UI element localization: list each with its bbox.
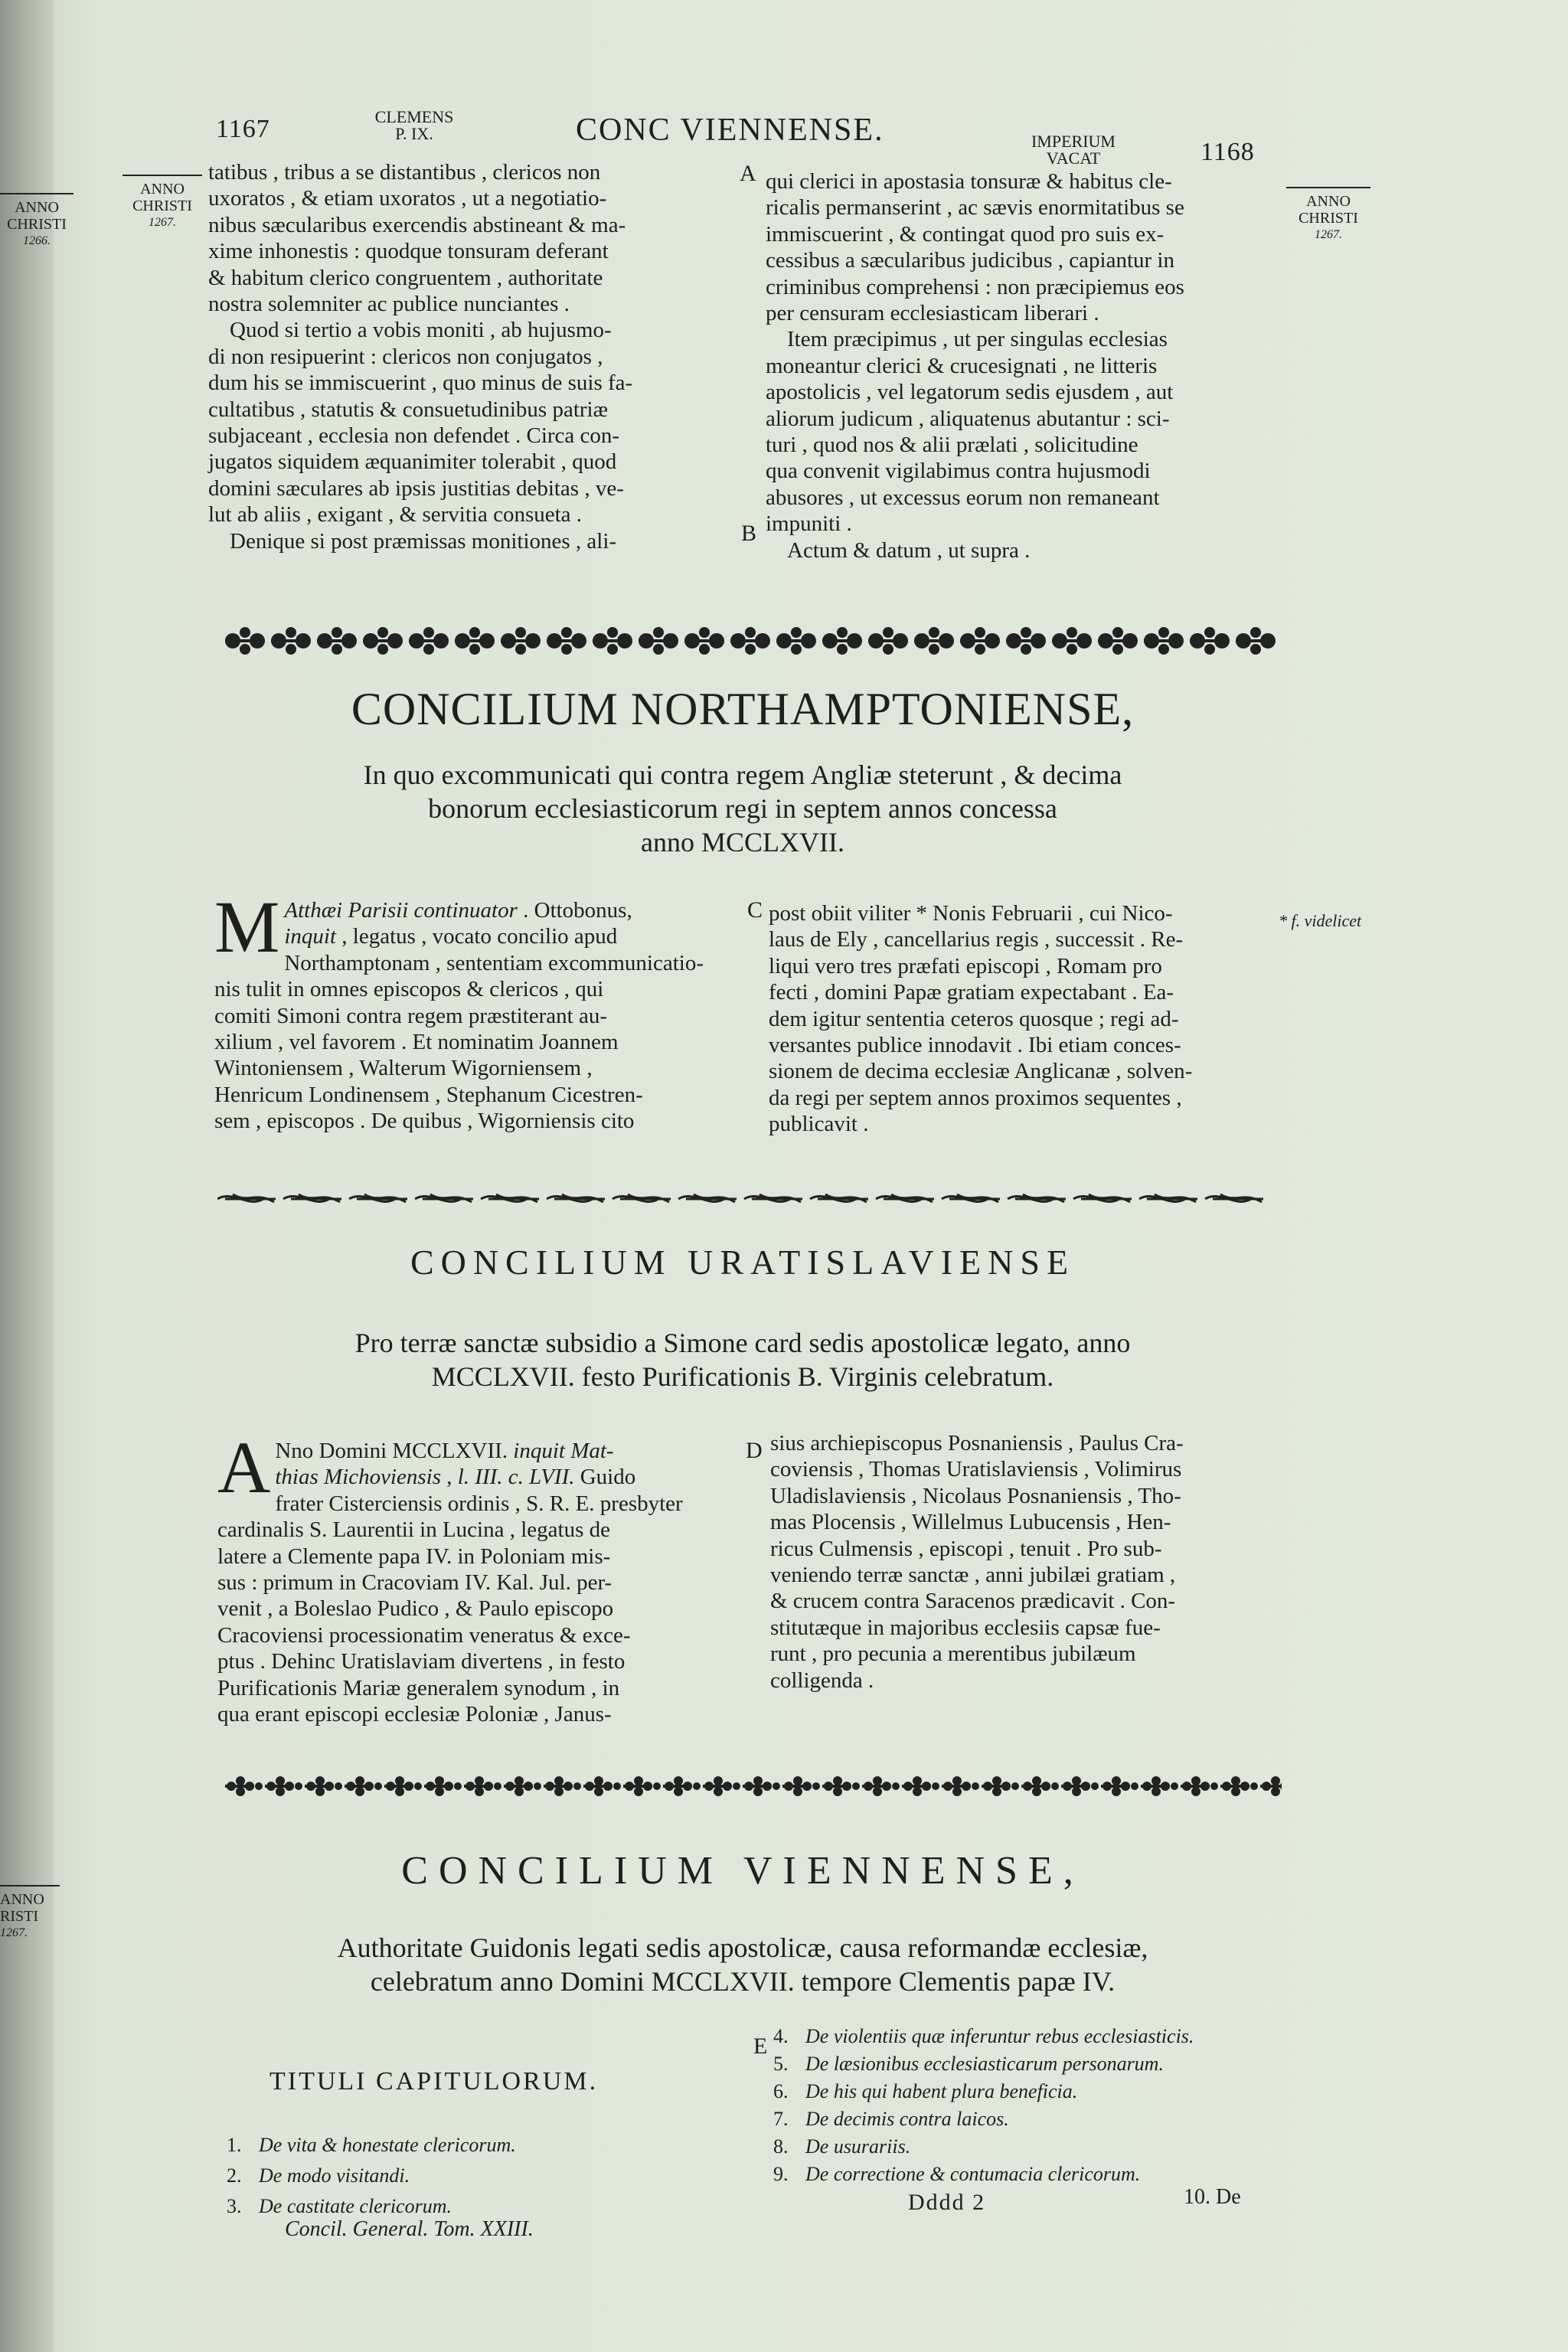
fleuron-glyph xyxy=(1220,1776,1258,1796)
fleuron-glyph xyxy=(703,1776,740,1796)
toc-text: De læsionibus ecclesiasticarum personarum. xyxy=(805,2053,1164,2075)
text-line: qui clerici in apostasia tonsuræ & habitus cle- xyxy=(766,169,1172,194)
fleuron-glyph xyxy=(868,627,908,655)
text-line: sionem de decima ecclesiæ Anglicanæ , solven- xyxy=(769,1059,1193,1084)
fleuron-glyph xyxy=(782,1776,820,1796)
uratislav-left-column xyxy=(217,1426,744,1727)
fleuron-glyph xyxy=(504,1776,541,1796)
subtitle-line: anno MCCLXVII. xyxy=(641,827,844,858)
margin-text: 1267. xyxy=(1315,228,1342,241)
text-line: aliorum judicum , aliquatenus abutantur : sci- xyxy=(766,406,1170,431)
margin-note-left-inner xyxy=(122,175,202,231)
text-line: turi , quod nos & alii prælati , solicitudine xyxy=(766,433,1138,458)
fleuron-glyph xyxy=(822,627,862,655)
chain-link xyxy=(876,1194,934,1202)
text-line: Uladislaviensis , Nicolaus Posnaniensis , Tho- xyxy=(770,1483,1181,1508)
margin-text: 1266. xyxy=(23,234,51,247)
northampton-left-column xyxy=(214,886,743,1135)
fleuron-glyph xyxy=(743,1776,780,1796)
author-reference: inquit Mat- xyxy=(513,1439,614,1463)
toc-item xyxy=(773,2023,1309,2050)
text-line: abusores , ut excessus eorum non remaneant xyxy=(766,485,1160,510)
text-line: Guido xyxy=(574,1465,636,1490)
text-line: Item præcipimus , ut per singulas ecclesias xyxy=(787,327,1168,352)
fleuron-glyph xyxy=(982,1776,1019,1796)
text-line: Cracoviensi processionatim veneratus & exce- xyxy=(217,1622,631,1648)
fleuron-glyph xyxy=(544,1776,581,1796)
text-line: comiti Simoni contra regem præstiterant au- xyxy=(214,1003,608,1028)
text-line: latere a Clemente papa IV. in Poloniam mis- xyxy=(217,1544,611,1569)
chain-link xyxy=(415,1194,473,1202)
text-line: da regi per septem annos proximos sequentes , xyxy=(769,1085,1182,1110)
margin-text: CHRISTI xyxy=(132,198,192,214)
fleuron-glyph xyxy=(424,1776,462,1796)
margin-note-right xyxy=(1286,187,1370,243)
toc-number: 1. xyxy=(227,2134,242,2156)
title-northampton: CONCILIUM NORTHAMPTONIENSE, xyxy=(351,684,1135,734)
text-line: dem igitur sententia ceteros quosque ; regi ad- xyxy=(769,1006,1179,1031)
subtitle-line: celebratum anno Domini MCCLXVII. tempore Clementis papæ IV. xyxy=(370,1966,1116,1997)
running-head-title: CONC VIENNENSE. xyxy=(576,113,884,148)
fleuron-glyph xyxy=(1052,627,1092,655)
subtitle-line: In quo excommunicati qui contra regem Angliæ steterunt , & decima xyxy=(363,760,1122,790)
text-line: moneantur clerici & crucesignati , ne litteris xyxy=(766,353,1158,378)
margin-text: 1267. xyxy=(0,1926,28,1939)
footer-sheet-mark: Dddd 2 xyxy=(908,2190,986,2215)
text-line: Northamptonam , sententiam excommunicatio- xyxy=(284,950,704,975)
text-line: frater Cisterciensis ordinis , S. R. E. presbyter xyxy=(275,1491,683,1516)
toc-text: De decimis contra laicos. xyxy=(805,2108,1009,2130)
inquit: inquit xyxy=(284,924,337,949)
imperium-line1: IMPERIUM xyxy=(1031,132,1116,151)
chain-rule-ornament xyxy=(217,1190,1274,1208)
section-letter-c: C xyxy=(747,897,763,923)
text-line: fecti , domini Papæ gratiam expectabant . Ea- xyxy=(769,980,1174,1005)
section-letter-d: D xyxy=(746,1438,763,1463)
text-line: coviensis , Thomas Uratislaviensis , Volimirus xyxy=(770,1457,1182,1482)
dropcap-m: M xyxy=(214,886,280,968)
fleuron-glyph xyxy=(547,627,586,655)
fleuron-glyph xyxy=(271,627,311,655)
margin-text: ANNO xyxy=(0,1891,44,1908)
text-line: Wintoniensem , Walterum Wigorniensem , xyxy=(214,1056,593,1081)
text-line: versantes publice innodavit . Ibi etiam conces- xyxy=(769,1033,1181,1058)
text-line: domini sæculares ab ipsis justitias debitas , ve- xyxy=(208,475,624,501)
text-line: nis tulit in omnes episcopos & clericos , qui xyxy=(214,977,604,1002)
toc-text: De violentiis quæ inferuntur rebus ecclesiasticis. xyxy=(805,2025,1194,2047)
text-line: xime inhonestis : quodque tonsuram deferant xyxy=(208,239,609,264)
pope-line2: P. IX. xyxy=(395,124,433,143)
chain-link xyxy=(283,1194,341,1202)
toc-number: 7. xyxy=(773,2108,789,2130)
text-line: ricus Culmensis , episcopi , tenuit . Pro sub- xyxy=(770,1536,1162,1561)
text-line: tatibus , tribus a se distantibus , clericos non xyxy=(208,160,601,185)
toc-number: 6. xyxy=(773,2080,789,2102)
fleuron-glyph xyxy=(960,627,1000,655)
text-line: veniendo terræ sanctæ , anni jubilæi gratiam , xyxy=(770,1563,1176,1588)
text-line: Henricum Londinensem , Stephanum Cicestren- xyxy=(214,1082,643,1107)
text-line: impuniti . xyxy=(766,511,852,537)
text-line: liqui vero tres præfati episcopi , Romam pro xyxy=(769,953,1162,978)
toc-number: 5. xyxy=(773,2053,789,2075)
text-line: lut ab aliis , exigant , & servitia consueta . xyxy=(208,502,583,528)
toc-number: 3. xyxy=(227,2195,242,2217)
toc-item xyxy=(227,2161,701,2191)
chain-link xyxy=(810,1194,868,1202)
fleuron-glyph xyxy=(730,627,770,655)
top-right-column xyxy=(766,168,1271,564)
fleuron-glyph xyxy=(862,1776,900,1796)
fleuron-glyph xyxy=(317,627,357,655)
fleuron-glyph xyxy=(1101,1776,1138,1796)
text-line: jugatos siquidem æquanimiter tolerabit , quod xyxy=(208,449,617,475)
fleuron-glyph xyxy=(623,1776,661,1796)
chain-link xyxy=(1073,1194,1132,1202)
text-line: dum his se immiscuerint , quo minus de suis fa- xyxy=(208,371,633,396)
fleuron-glyph xyxy=(1006,627,1046,655)
text-line: ricalis permanserint , ac sævis enormitatibus se xyxy=(766,195,1184,220)
margin-text: RISTI xyxy=(0,1908,38,1925)
margin-note-far-left-bottom xyxy=(0,1885,60,1942)
fleuron-glyph xyxy=(1061,1776,1099,1796)
footer-catchword: 10. De xyxy=(1184,2185,1241,2209)
fleuron-glyph xyxy=(639,627,678,655)
northampton-right-column xyxy=(769,900,1274,1138)
fleuron-glyph xyxy=(1098,627,1138,655)
subtitle-viennense xyxy=(207,1931,1279,1998)
text-line: . Ottobonus, xyxy=(517,898,632,923)
text-line: publicavit . xyxy=(769,1112,869,1137)
text-line: nibus sæcularibus exercendis abstineant & ma- xyxy=(208,212,626,237)
fleuron-glyph xyxy=(225,627,265,655)
fleuron-glyph xyxy=(914,627,954,655)
chain-link xyxy=(547,1194,605,1202)
chain-link xyxy=(942,1194,1000,1202)
text-line: apostolicis , vel legatorum sedis ejusdem , aut xyxy=(766,380,1174,405)
toc-item xyxy=(773,2050,1309,2078)
toc-item xyxy=(773,2078,1309,2105)
chain-link xyxy=(678,1194,737,1202)
fleuron-glyph xyxy=(776,627,816,655)
fleuron-glyph xyxy=(902,1776,939,1796)
text-line: subjaceant , ecclesia non defendet . Circa con- xyxy=(208,423,620,449)
imperium-line2: VACAT xyxy=(1046,149,1101,168)
chain-link xyxy=(1008,1194,1066,1202)
text-line: uxoratos , & etiam uxoratos , ut a negotiatio- xyxy=(208,186,607,211)
fleuron-glyph xyxy=(1181,1776,1218,1796)
text-line: qua erant episcopi ecclesiæ Poloniæ , Janus- xyxy=(217,1702,612,1727)
margin-text: CHRISTI xyxy=(1298,210,1358,227)
text-line: criminibus comprehensi : non præcipiemus eos xyxy=(766,274,1184,299)
fleuron-glyph xyxy=(464,1776,501,1796)
text-line: & crucem contra Saracenos prædicavit . Con- xyxy=(770,1589,1176,1614)
subtitle-line: Pro terræ sanctæ subsidio a Simone card sedis apostolicæ legato, anno xyxy=(354,1328,1131,1358)
dropcap-a: A xyxy=(217,1426,271,1508)
author-reference: Atthæi Parisii continuator xyxy=(284,898,518,923)
fleuron-glyph xyxy=(593,627,632,655)
toc-text: De usurariis. xyxy=(805,2135,911,2158)
text-line: & habitum clerico congruentem , authoritate xyxy=(208,265,603,290)
fleuron-glyph xyxy=(305,1776,342,1796)
chain-link xyxy=(349,1194,407,1202)
text-line: venit , a Boleslao Pudico , & Paulo episcopo xyxy=(217,1596,614,1622)
fleuron-glyph xyxy=(942,1776,979,1796)
fleuron-ornament-band xyxy=(217,622,1282,660)
fleuron-glyph xyxy=(1236,627,1276,655)
running-head-imperium xyxy=(1004,133,1142,167)
text-line: di non resipuerint : clericos non conjugatos , xyxy=(208,344,603,369)
toc-text: De modo visitandi. xyxy=(259,2164,410,2187)
margin-note-videlicet: * f. videlicet xyxy=(1279,911,1362,930)
margin-text: ANNO xyxy=(1306,193,1351,210)
fleuron-glyph xyxy=(384,1776,422,1796)
fleuron-glyph xyxy=(1141,1776,1178,1796)
margin-note-far-left-top xyxy=(0,193,74,250)
fleuron-glyph xyxy=(1260,1776,1282,1796)
chain-link xyxy=(217,1194,276,1202)
section-letter-e: E xyxy=(753,2034,768,2059)
uratislav-right-column xyxy=(770,1430,1276,1694)
margin-text: ANNO xyxy=(15,199,59,216)
subtitle-uratislaviense xyxy=(207,1326,1279,1393)
text-line: Denique si post præmissas monitiones , ali- xyxy=(230,528,617,554)
text-line: cultatibus , statutis & consuetudinibus patriæ xyxy=(208,397,608,422)
top-left-column xyxy=(208,159,738,554)
text-line: runt , pro pecunia a merentibus jubilæum xyxy=(770,1642,1136,1667)
toc-text: De correctione & contumacia clericorum. xyxy=(805,2163,1141,2185)
text-line: xilium , vel favorem . Et nominatim Joannem xyxy=(214,1030,619,1055)
vine-ornament-band xyxy=(217,1767,1282,1805)
toc-heading: TITULI CAPITULORUM. xyxy=(270,2067,599,2096)
section-letter-a: A xyxy=(740,161,756,186)
chain-link xyxy=(1139,1194,1197,1202)
fleuron-glyph xyxy=(583,1776,621,1796)
text-line: per censuram ecclesiasticam liberari . xyxy=(766,301,1099,326)
toc-left-list xyxy=(227,2130,701,2222)
text-line: Quod si tertio a vobis moniti , ab hujusmo- xyxy=(230,318,612,343)
author-reference: thias Michoviensis , l. III. c. LVII. xyxy=(275,1465,575,1490)
toc-text: De his qui habent plura beneficia. xyxy=(805,2080,1078,2102)
fleuron-glyph xyxy=(265,1776,302,1796)
text-line: Purificationis Mariæ generalem synodum , in xyxy=(217,1675,620,1700)
subtitle-northampton xyxy=(207,758,1279,859)
toc-text: De castitate clericorum. xyxy=(259,2195,452,2217)
chain-link xyxy=(612,1194,671,1202)
text-line: , legatus , vocato concilio apud xyxy=(336,924,618,949)
text-line: cardinalis S. Laurentii in Lucina , legatus de xyxy=(217,1517,610,1543)
text-line: mas Plocensis , Willelmus Lubucensis , Hen- xyxy=(770,1510,1171,1535)
book-gutter xyxy=(0,0,54,2352)
fleuron-glyph xyxy=(1021,1776,1059,1796)
text-line: Actum & datum , ut supra . xyxy=(787,537,1031,563)
fleuron-glyph xyxy=(1144,627,1184,655)
toc-item xyxy=(227,2130,701,2161)
text-line: sius archiepiscopus Posnaniensis , Paulus Cra- xyxy=(770,1431,1184,1455)
text-line: immiscuerint , & contingat quod pro suis ex- xyxy=(766,221,1165,247)
footer-signature: Concil. General. Tom. XXIII. xyxy=(285,2217,534,2241)
text-line: colligenda . xyxy=(770,1668,874,1693)
toc-right-list xyxy=(773,2023,1309,2188)
fleuron-glyph xyxy=(663,1776,701,1796)
toc-item xyxy=(773,2133,1309,2161)
text-line: sus : primum in Cracoviam IV. Kal. Jul. per- xyxy=(217,1570,612,1596)
fleuron-glyph xyxy=(363,627,403,655)
subtitle-line: MCCLXVII. festo Purificationis B. Virginis celebratum. xyxy=(431,1361,1054,1392)
toc-number: 8. xyxy=(773,2135,789,2158)
toc-text: De vita & honestate clericorum. xyxy=(259,2134,516,2156)
fleuron-glyph xyxy=(455,627,495,655)
subtitle-line: bonorum ecclesiasticorum regi in septem annos concessa xyxy=(428,793,1057,824)
title-viennense: CONCILIUM VIENNENSE, xyxy=(401,1849,1084,1893)
text-line: nostra solemniter ac publice nunciantes . xyxy=(208,292,570,317)
title-uratislaviense: CONCILIUM URATISLAVIENSE xyxy=(410,1243,1076,1282)
fleuron-glyph xyxy=(1190,627,1230,655)
section-letter-b: B xyxy=(741,521,757,546)
text-line: post obiit viliter * Nonis Februarii , cui Nico- xyxy=(769,901,1173,926)
chain-link xyxy=(744,1194,802,1202)
page-number-right: 1168 xyxy=(1200,138,1255,166)
margin-text: 1267. xyxy=(149,216,176,229)
text-line: stitutæque in majoribus ecclesiis capsæ fue- xyxy=(770,1615,1161,1640)
toc-number: 4. xyxy=(773,2025,789,2047)
text-line: qua convenit vigilabimus contra hujusmodi xyxy=(766,459,1151,484)
text-line: cessibus a sæcularibus judicibus , capiantur in xyxy=(766,248,1174,273)
fleuron-glyph xyxy=(345,1776,382,1796)
running-head-pope xyxy=(357,109,472,142)
page-number-left: 1167 xyxy=(216,115,270,143)
pope-line1: CLEMENS xyxy=(374,107,454,126)
chain-link xyxy=(1205,1194,1263,1202)
chain-link xyxy=(481,1194,539,1202)
text-line: Nno Domini MCCLXVII. xyxy=(275,1439,508,1463)
toc-item xyxy=(773,2105,1309,2133)
text-line: ptus . Dehinc Uratislaviam divertens , in festo xyxy=(217,1649,626,1674)
text-line: laus de Ely , cancellarius regis , successit . Re- xyxy=(769,927,1184,952)
text-line: sem , episcopos . De quibus , Wigorniensis cito xyxy=(214,1109,635,1134)
subtitle-line: Authoritate Guidonis legati sedis apostolicæ, causa reformandæ ecclesiæ, xyxy=(337,1932,1148,1963)
margin-text: ANNO xyxy=(140,181,185,198)
toc-number: 2. xyxy=(227,2164,242,2187)
margin-text: CHRISTI xyxy=(7,216,67,233)
toc-item xyxy=(773,2161,1309,2188)
toc-number: 9. xyxy=(773,2163,789,2185)
fleuron-glyph xyxy=(501,627,541,655)
fleuron-glyph xyxy=(822,1776,860,1796)
fleuron-glyph xyxy=(684,627,724,655)
fleuron-glyph xyxy=(225,1776,263,1796)
fleuron-glyph xyxy=(409,627,449,655)
